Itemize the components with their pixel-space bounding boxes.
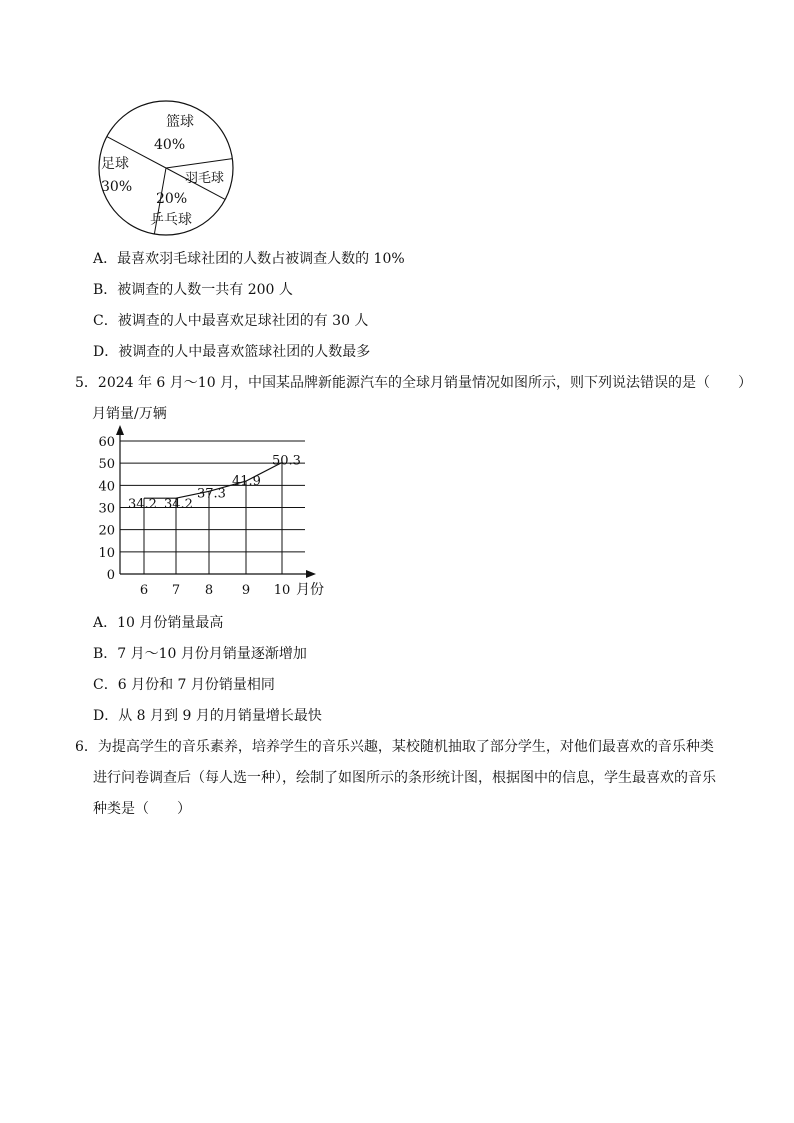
y-tick-label: 10	[98, 545, 115, 561]
bar-chart	[90, 398, 340, 603]
x-tick-label: 10	[273, 583, 291, 598]
q6-stem-line1: 6．为提高学生的音乐素养，培养学生的音乐兴趣，某校随机抽取了部分学生，对他们最喜欢的音乐种类	[75, 739, 714, 755]
y-tick-label: 50	[98, 457, 115, 473]
y-tick-label: 40	[98, 479, 115, 495]
q4-option-c[interactable]: C．被调查的人中最喜欢足球社团的有 30 人	[93, 313, 369, 329]
x-axis-arrow	[306, 570, 316, 578]
pie-percent-pingpong: 20%	[156, 191, 188, 207]
x-tick-label: 8	[204, 583, 214, 598]
y-tick-label: 0	[106, 568, 115, 583]
q4-option-d[interactable]: D．被调查的人中最喜欢篮球社团的人数最多	[93, 344, 371, 360]
chart-bars	[144, 463, 282, 575]
x-tick-label: 6	[139, 583, 149, 598]
y-tick-label: 20	[98, 523, 115, 539]
chart-y-axis-label: 月销量/万辆	[92, 406, 167, 422]
q5-option-a[interactable]: A．10 月份销量最高	[93, 615, 224, 631]
y-tick-label: 60	[98, 435, 115, 450]
pie-slice-boundary	[166, 159, 232, 168]
q6-stem-line2: 进行问卷调查后（每人选一种），绘制了如图所示的条形统计图，根据图中的信息，学生最喜欢的音乐	[93, 770, 716, 786]
data-label: 37.3	[197, 486, 226, 502]
x-tick-label: 7	[171, 583, 181, 598]
pie-label-basketball: 篮球	[166, 114, 194, 130]
pie-label-football: 足球	[101, 156, 129, 172]
q4-option-b[interactable]: B．被调查的人数一共有 200 人	[93, 282, 293, 298]
pie-percent-football: 30%	[101, 179, 133, 195]
q5-stem: 5．2024 年 6 月～10 月，中国某品牌新能源汽车的全球月销量情况如图所示，则下列说法错误的是（ ）	[75, 375, 753, 391]
x-tick-label: 9	[241, 583, 251, 598]
pie-label-badminton: 羽毛球	[185, 171, 225, 186]
pie-percent-basketball: 40%	[154, 137, 186, 153]
y-axis-arrow	[116, 425, 124, 435]
data-label: 50.3	[272, 453, 301, 469]
q4-option-a[interactable]: A．最喜欢羽毛球社团的人数占被调查人数的 10%	[93, 251, 405, 267]
pie-label-pingpong: 乒乓球	[150, 212, 192, 228]
q5-option-b[interactable]: B．7 月～10 月份月销量逐渐增加	[93, 646, 307, 662]
x-axis-label: 月份	[296, 582, 324, 598]
data-label: 34.2	[128, 497, 157, 513]
q6-stem-line3: 种类是（ ）	[93, 801, 191, 817]
data-label: 41.9	[232, 474, 261, 490]
pie-chart	[94, 96, 238, 240]
q5-option-c[interactable]: C．6 月份和 7 月份销量相同	[93, 677, 275, 693]
y-tick-label: 30	[98, 501, 115, 517]
q5-option-d[interactable]: D．从 8 月到 9 月的月销量增长最快	[93, 708, 322, 724]
data-label: 34.2	[164, 497, 193, 513]
